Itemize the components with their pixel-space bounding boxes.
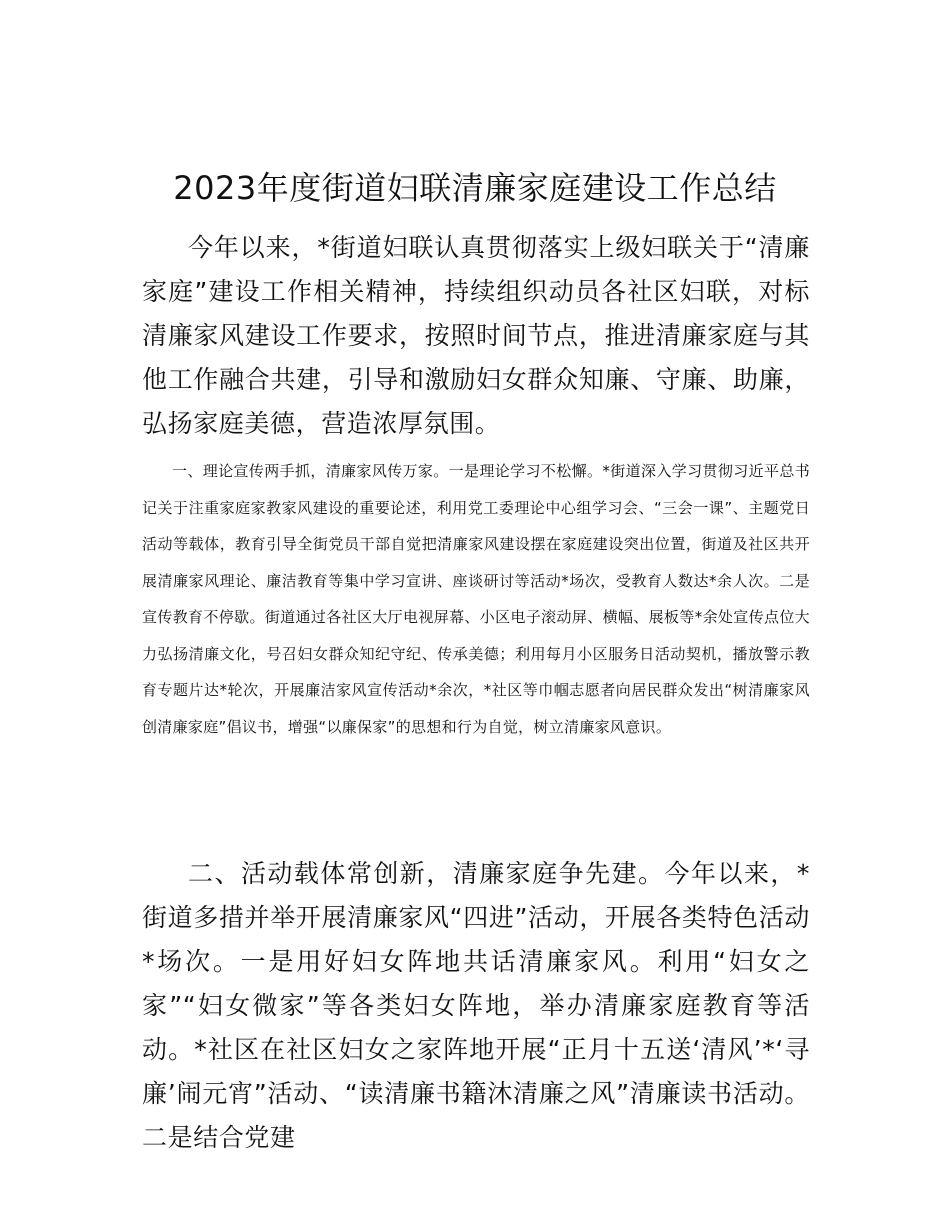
document-title: 2023年度街道妇联清廉家庭建设工作总结 bbox=[173, 169, 777, 207]
section-two-paragraph: 二、活动载体常创新，清廉家庭争先建。今年以来，*街道多措并举开展清廉家风“四进”活动，开展各类特色活动*场次。一是用好妇女阵地共话清廉家风。利用“妇女之家”“妇女微家”等各类妇女阵地，举办清廉家庭教育等活动。*社区在社区妇女之家阵地开展“正月十五送‘清风’*‘寻廉’闹元宵”活动、“读清廉书籍沐清廉之风”清廉读书活动。二是结合党建 bbox=[142, 859, 810, 1152]
intro-paragraph: 今年以来，*街道妇联认真贯彻落实上级妇联关于“清廉家庭”建设工作相关精神，持续组织动员各社区妇联，对标清廉家风建设工作要求，按照时间节点，推进清廉家庭与其他工作融合共建，引导和激励妇女群众知廉、守廉、助廉，弘扬家庭美德，营造浓厚氛围。 bbox=[142, 233, 810, 438]
section-one-paragraph: 一、理论宣传两手抓，清廉家风传万家。一是理论学习不松懈。*街道深入学习贯彻习近平总书记关于注重家庭家教家风建设的重要论述，利用党工委理论中心组学习会、“三会一课”、主题党日活动等载体，教育引导全街党员干部自觉把清廉家风建设摆在家庭建设突出位置，街道及社区共开展清廉家风理论、廉洁教育等集中学习宣讲、座谈研讨等活动*场次，受教育人数达*余人次。二是宣传教育不停歇。街道通过各社区大厅电视屏幕、小区电子滚动屏、横幅、展板等*余处宣传点位大力弘扬清廉文化，号召妇女群众知纪守纪、传承美德；利用每月小区服务日活动契机，播放警示教育专题片达*轮次，开展廉洁家风宣传活动*余次，*社区等巾帼志愿者向居民群众发出“树清廉家风创清廉家庭”倡议书，增强“以廉保家”的思想和行为自觉，树立清廉家风意识。 bbox=[142, 462, 810, 736]
